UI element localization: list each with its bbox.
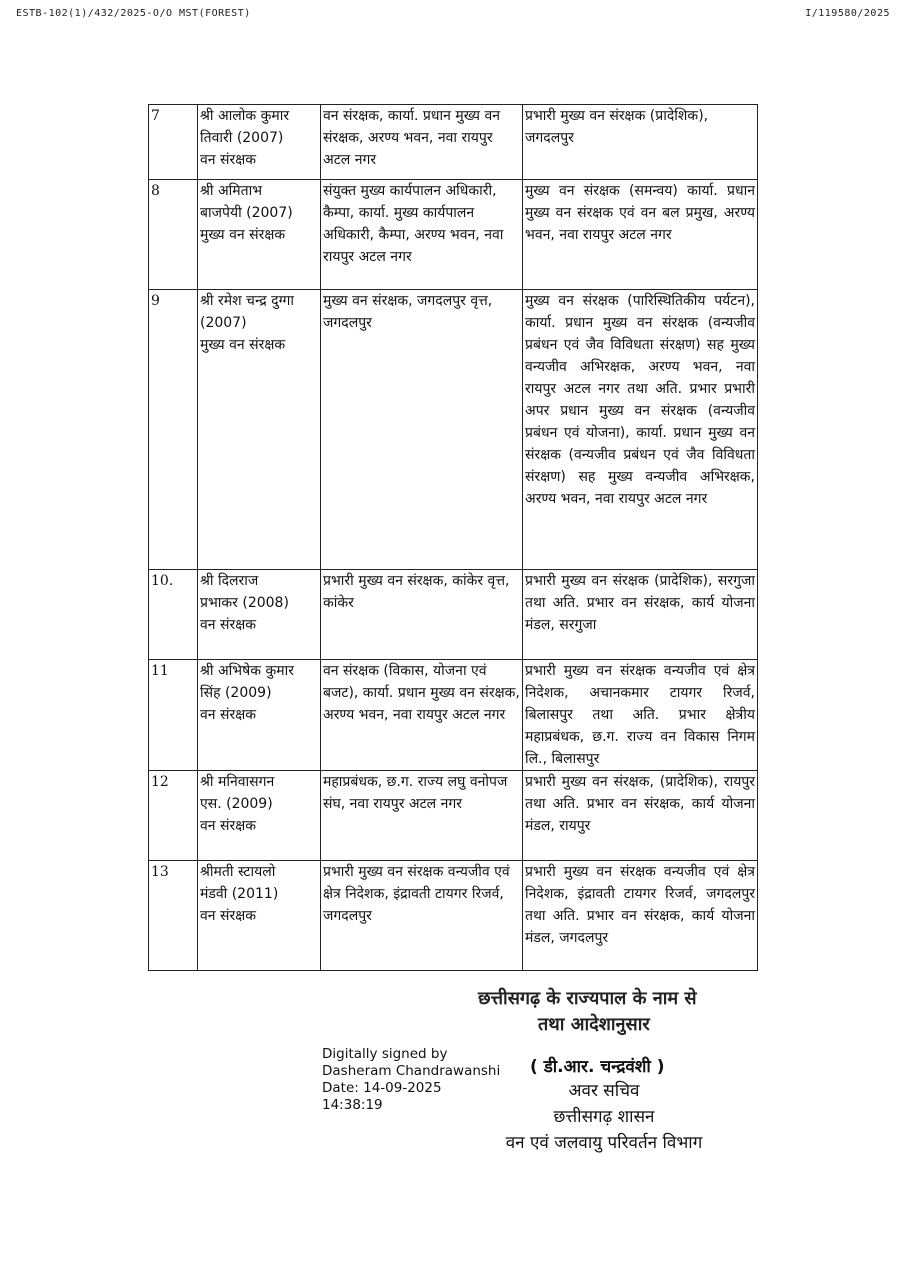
serial-number: 9 — [149, 290, 198, 570]
table-row — [149, 290, 758, 570]
officer-batch: प्रभाकर (2008) — [200, 595, 289, 611]
officer-rank: मुख्य वन संरक्षक — [200, 337, 286, 353]
officer-rank: वन संरक्षक — [200, 818, 256, 834]
serial-number: 13 — [149, 861, 198, 971]
document-number: I/119580/2025 — [805, 8, 890, 19]
new-posting: प्रभारी मुख्य वन संरक्षक वन्यजीव एवं क्षेत्र निदेशक, अचानकमार टायगर रिजर्व, बिलासपुर तथा अति. प्रभार क्षेत्रीय महाप्रबंधक, छ.ग. राज्य वन विकास निगम लि., बिलासपुर — [523, 660, 758, 771]
officer-rank: मुख्य वन संरक्षक — [200, 227, 286, 243]
current-posting: वन संरक्षक (विकास, योजना एवं बजट), कार्या. प्रधान मुख्य वन संरक्षक, अरण्य भवन, नवा रायपुर अटल नगर — [321, 660, 523, 771]
digital-signature-name: Dasheram Chandrawanshi — [322, 1063, 501, 1079]
new-posting: प्रभारी मुख्य वन संरक्षक (प्रादेशिक), सरगुजा तथा अति. प्रभार वन संरक्षक, कार्य योजना मंडल, सरगुजा — [523, 570, 758, 660]
closing-authority — [478, 986, 738, 1038]
digital-signature-block — [322, 1046, 500, 1114]
current-posting: मुख्य वन संरक्षक, जगदलपुर वृत्त, जगदलपुर — [321, 290, 523, 570]
officer-name: श्री आलोक कुमार — [200, 108, 290, 124]
officer-name-cell — [198, 290, 321, 570]
new-posting: मुख्य वन संरक्षक (पारिस्थितिकीय पर्यटन), कार्या. प्रधान मुख्य वन संरक्षक (वन्यजीव प्रबंधन एवं जैव विविधता संरक्षण) सह मुख्य वन्यजीव अभिरक्षक, अरण्य भवन, नवा रायपुर अटल नगर तथा अति. प्रभार प्रभारी अपर प्रधान मुख्य वन संरक्षक (वन्यजीव प्रबंधन एवं योजना), कार्या. प्रधान मुख्य वन संरक्षक (वन्यजीव प्रबंधन एवं जैव विविधता संरक्षण) सह मुख्य वन्यजीव अभिरक्षक, अरण्य भवन, नवा रायपुर अटल नगर — [523, 290, 758, 570]
signatory-name: ( डी.आर. चन्द्रवंशी ) — [530, 1057, 665, 1077]
officer-name-cell — [198, 180, 321, 290]
officer-batch: बाजपेयी (2007) — [200, 205, 293, 221]
officer-name-cell — [198, 660, 321, 771]
officer-name: श्री दिलराज — [200, 573, 259, 589]
new-posting: मुख्य वन संरक्षक (समन्वय) कार्या. प्रधान मुख्य वन संरक्षक एवं वन बल प्रमुख, अरण्य भवन, नवा रायपुर अटल नगर — [523, 180, 758, 290]
officer-rank: वन संरक्षक — [200, 617, 256, 633]
officer-name-cell — [198, 105, 321, 180]
signatory-government: छत्तीसगढ़ शासन — [553, 1107, 655, 1127]
officer-name: श्री रमेश चन्द्र दुग्गा — [200, 293, 295, 309]
table-row — [149, 570, 758, 660]
new-posting: प्रभारी मुख्य वन संरक्षक वन्यजीव एवं क्षेत्र निदेशक, इंद्रावती टायगर रिजर्व, जगदलपुर तथा अति. प्रभार वन संरक्षक, कार्य योजना मंडल, जगदलपुर — [523, 861, 758, 971]
closing-line: तथा आदेशानुसार — [538, 1014, 650, 1035]
table-row — [149, 861, 758, 971]
digital-signature-date: Date: 14-09-2025 — [322, 1080, 442, 1096]
digital-signature-line: Digitally signed by — [322, 1046, 448, 1062]
officer-batch: मंडवी (2011) — [200, 886, 279, 902]
table-row — [149, 180, 758, 290]
officer-name: श्री अभिषेक कुमार — [200, 663, 294, 679]
current-posting: प्रभारी मुख्य वन संरक्षक वन्यजीव एवं क्षेत्र निदेशक, इंद्रावती टायगर रिजर्व, जगदलपुर — [321, 861, 523, 971]
officer-batch: तिवारी (2007) — [200, 130, 284, 146]
current-posting: वन संरक्षक, कार्या. प्रधान मुख्य वन संरक्षक, अरण्य भवन, नवा रायपुर अटल नगर — [321, 105, 523, 180]
officer-rank: वन संरक्षक — [200, 707, 256, 723]
officer-rank: वन संरक्षक — [200, 152, 256, 168]
current-posting: महाप्रबंधक, छ.ग. राज्य लघु वनोपज संघ, नवा रायपुर अटल नगर — [321, 771, 523, 861]
table-row — [149, 660, 758, 771]
serial-number: 10. — [149, 570, 198, 660]
current-posting: संयुक्त मुख्य कार्यपालन अधिकारी, कैम्पा, कार्या. मुख्य कार्यपालन अधिकारी, कैम्पा, अरण्य भवन, नवा रायपुर अटल नगर — [321, 180, 523, 290]
signatory-department: वन एवं जलवायु परिवर्तन विभाग — [505, 1133, 703, 1153]
signatory-designation: अवर सचिव — [568, 1081, 640, 1101]
new-posting: प्रभारी मुख्य वन संरक्षक, (प्रादेशिक), रायपुर तथा अति. प्रभार वन संरक्षक, कार्य योजना मंडल, रायपुर — [523, 771, 758, 861]
table-row — [149, 105, 758, 180]
new-posting: प्रभारी मुख्य वन संरक्षक (प्रादेशिक), जगदलपुर — [523, 105, 758, 180]
officer-name: श्री अमिताभ — [200, 183, 263, 199]
current-posting: प्रभारी मुख्य वन संरक्षक, कांकेर वृत्त, कांकेर — [321, 570, 523, 660]
serial-number: 12 — [149, 771, 198, 861]
table-row — [149, 771, 758, 861]
officer-name-cell — [198, 861, 321, 971]
transfer-orders-table — [148, 104, 758, 971]
digital-signature-time: 14:38:19 — [322, 1097, 383, 1113]
officer-name-cell — [198, 771, 321, 861]
serial-number: 8 — [149, 180, 198, 290]
officer-batch: (2007) — [200, 315, 247, 331]
officer-name-cell — [198, 570, 321, 660]
officer-rank: वन संरक्षक — [200, 908, 256, 924]
file-reference: ESTB-102(1)/432/2025-O/O MST(FOREST) — [16, 8, 251, 19]
officer-batch: सिंह (2009) — [200, 685, 272, 701]
serial-number: 11 — [149, 660, 198, 771]
serial-number: 7 — [149, 105, 198, 180]
officer-name: श्री मनिवासगन — [200, 774, 275, 790]
closing-line: छत्तीसगढ़ के राज्यपाल के नाम से — [478, 988, 697, 1009]
officer-name: श्रीमती स्टायलो — [200, 864, 276, 880]
officer-batch: एस. (2009) — [200, 796, 273, 812]
